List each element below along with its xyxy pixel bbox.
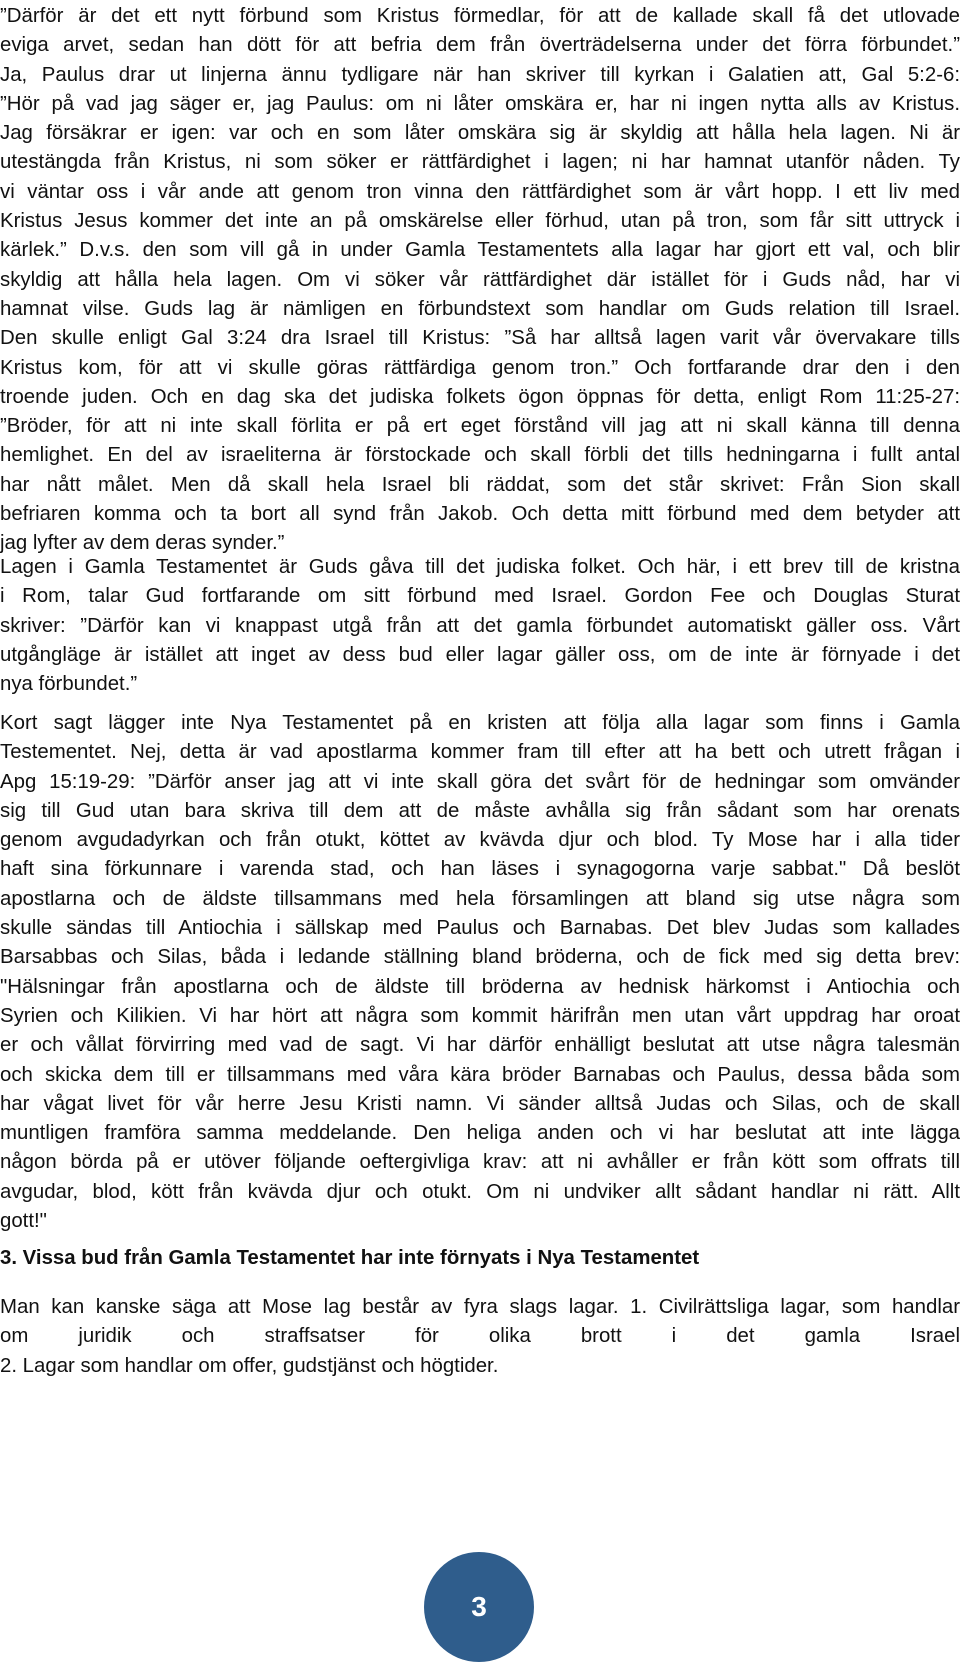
text-line: befriaren komma och ta bort all synd från Jakob. Och detta mitt förbund med dem betyder att [0,503,960,526]
text-line: kärlek.” D.v.s. den som vill gå in under Gamla Testamentets alla lagar har gjort ett val, och blir [0,239,960,262]
text-line: vi väntar oss i vår ande att genom tron vinna den rättfärdighet som är vårt hopp. I ett liv med [0,180,960,203]
paragraph-2 [0,553,960,699]
text-line: någon börda på er utöver följande oeftergivliga krav: att ni avhåller er från kött som offrats till [0,1151,960,1174]
text-line: skriver: ”Därför kan vi knappast utgå från att det gamla förbundet automatiskt gäller oss. Vårt [0,614,960,637]
text-line: 2. Lagar som handlar om offer, gudstjänst och högtider. [0,1354,499,1377]
text-line: utgångläge är istället att inget av dess bud eller lagar gäller oss, om de inte är förnyade i det [0,643,960,666]
text-line: nya förbundet.” [0,673,138,696]
text-line: ”Därför är det ett nytt förbund som Kristus förmedlar, för att de kallade skall få det utlovade [0,5,960,27]
text-line: eviga arvet, sedan han dött för att befria dem från överträdelserna under det förra förbundet.” [0,34,960,57]
text-line: "Hälsningar från apostlarna och de äldste till bröderna av hednisk härkomst i Antiochia och [0,975,960,998]
text-line: och skicka dem till er tillsammans med våra kära bröder Barnabas och Paulus, dessa båda som [0,1063,960,1086]
text-line: hamnat vilse. Guds lag är nämligen en förbundstext som handlar om Guds relation till Israel. [0,297,960,320]
text-line: skyldig att hålla hela lagen. Om vi söker vår rättfärdighet där istället för i Guds nåd, har vi [0,268,960,291]
text-line: har vågat livet för vår herre Jesu Kristi namn. Vi sänder alltså Judas och Silas, och de skall [0,1092,960,1115]
text-line: Syrien och Kilikien. Vi har hört att några som kommit härifrån men utan vårt uppdrag har oroat [0,1004,960,1027]
page-number: 3 [471,1591,487,1622]
text-line: Apg 15:19-29: ”Därför anser jag att vi inte skall göra det svårt för de hedningar som omvänder [0,770,960,793]
text-line: er och vållat förvirring med vad de sagt. Vi har därför enhälligt beslutat att utse några talesmän [0,1034,960,1057]
text-line: genom avgudadyrkan och från otukt, köttet av kvävda djur och blod. Ty Mose har i alla tider [0,829,960,852]
text-line: haft sina förkunnare i varenda stad, och han läses i synagogorna varje sabbat." Då beslöt [0,858,960,881]
text-line: ”Hör på vad jag säger er, jag Paulus: om ni låter omskära er, har ni ingen nytta alls av Kristus. [0,92,960,115]
text-line: skulle sändas till Antiochia i sällskap med Paulus och Barnabas. Det blev Judas som kallades [0,917,960,940]
text-line: Barsabbas och Silas, båda i ledande ställning bland bröderna, och de fick med sig detta brev: [0,946,960,969]
page-number-badge [424,1552,534,1662]
text-line: Den skulle enligt Gal 3:24 dra Israel till Kristus: ”Så har alltså lagen varit vår övervakare tills [0,327,960,350]
text-line: Testementet. Nej, detta är vad apostlarma kommer fram till efter att ha bett och utrett frågan i [0,741,960,764]
text-line: gott!" [0,1210,47,1233]
text-line: apostlarna och de äldste tillsammans med hela församlingen att bland sig utse några som [0,887,960,910]
text-line: Man kan kanske säga att Mose lag består av fyra slags lagar. 1. Civilrättsliga lagar, som handlar [0,1296,960,1318]
text-line: avgudar, blod, kött från kvävda djur och otukt. Om ni undviker allt sådant handlar ni rätt. Allt [0,1180,960,1203]
text-line: utestängda från Kristus, ni som söker er rättfärdighet i lagen; ni har hamnat utanför nåden. Ty [0,151,960,174]
paragraph-1 [0,2,960,559]
text-line: troende juden. Och en dag ska det judiska folkets ögon öppnas för detta, enligt Rom 11:25-27: [0,385,960,408]
text-line: Ja, Paulus drar ut linjerna ännu tydligare när han skriver till kyrkan i Galatien att, Gal 5:2-6: [0,63,960,86]
section-heading: 3. Vissa bud från Gamla Testamentet har inte förnyats i Nya Testamentet [0,1247,700,1269]
paragraph-4 [0,1293,960,1381]
text-line: Kristus Jesus kommer det inte an på omskärelse eller förhud, utan på tron, som får sitt uttryck i [0,210,960,233]
text-line: har nått målet. Men då skall hela Israel bli räddat, som det står skrivet: Från Sion skall [0,473,960,496]
paragraph-3 [0,709,960,1236]
text-line: muntligen framföra samma meddelande. Den heliga anden och vi har beslutat att inte lägga [0,1122,960,1145]
text-line: om juridik och straffsatser för olika brott i det gamla Israel [0,1325,960,1348]
text-line: Kort sagt lägger inte Nya Testamentet på en kristen att följa alla lagar som finns i Gamla [0,712,960,734]
text-line: i Rom, talar Gud fortfarande om sitt förbund med Israel. Gordon Fee och Douglas Sturat [0,585,960,608]
text-line: hemlighet. En del av israeliterna är förstockade och skall förbli det tills hedningarna i fullt antal [0,444,960,467]
text-line: Kristus kom, för att vi skulle göras rättfärdiga genom tron.” Och fortfarande drar den i den [0,356,960,379]
text-line: ”Bröder, för att ni inte skall förlita er på ert eget förstånd vill jag att ni skall känna till denna [0,415,960,438]
text-line: sig till Gud utan bara skriva till dem att de måste avhålla sig från sådant som har orenats [0,799,960,822]
text-line: Jag försäkrar er igen: var och en som låter omskära sig är skyldig att hålla hela lagen. Ni är [0,122,960,145]
text-line: Lagen i Gamla Testamentet är Guds gåva till det judiska folket. Och här, i ett brev till de kristna [0,556,960,578]
text-line: jag lyfter av dem deras synder.” [0,532,285,555]
